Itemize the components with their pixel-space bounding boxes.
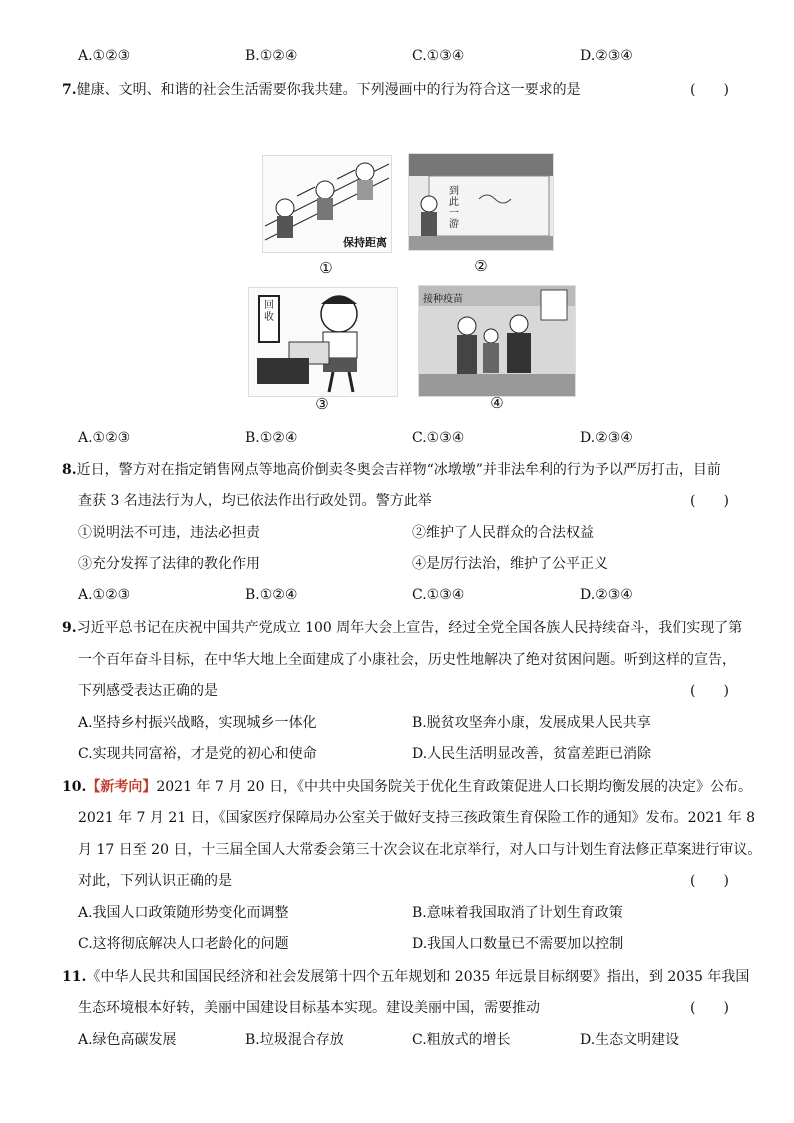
- q10-stem-line-1: [62, 777, 752, 797]
- q11-option-b[interactable]: B.垃圾混合存放: [245, 1032, 344, 1048]
- q7-image-3: [248, 287, 398, 397]
- q8-option-c[interactable]: C.①③④: [412, 587, 465, 603]
- q10-answer-blank[interactable]: ( ): [690, 873, 729, 889]
- q9-option-a[interactable]: A.坚持乡村振兴战略，实现城乡一体化: [78, 715, 317, 731]
- q8-answer-blank[interactable]: ( ): [690, 493, 729, 509]
- q9-option-b[interactable]: B.脱贫攻坚奔小康，发展成果人民共享: [412, 715, 651, 731]
- q6-option-d[interactable]: D.②③④: [580, 48, 633, 64]
- q10-option-b[interactable]: B.意味着我国取消了计划生育政策: [412, 905, 623, 921]
- q11-text-1: 《中华人民共和国国民经济和社会发展第十四个五年规划和 2035 年远景目标纲要》指出，到 2035 年我国: [86, 969, 750, 985]
- q7-image-4: [418, 285, 576, 397]
- q6-option-a[interactable]: A.①②③: [78, 48, 131, 64]
- q10-options-row-2: [78, 934, 748, 954]
- q9-stem-line-2: 一个百年奋斗目标，在中华大地上全面建成了小康社会，历史性地解决了绝对贫困问题。听到这样的宣告，: [78, 652, 736, 668]
- q9-answer-blank[interactable]: ( ): [690, 683, 729, 699]
- q11-stem-line-1: [62, 967, 749, 987]
- q11-stem-line-2: 生态环境根本好转，美丽中国建设目标基本实现。建设美丽中国，需要推动: [78, 1000, 540, 1016]
- q7-text: 健康、文明、和谐的社会生活需要你我共建。下列漫画中的行为符合这一要求的是: [76, 82, 581, 98]
- q11-option-c[interactable]: C.粗放式的增长: [412, 1032, 511, 1048]
- q8-options: [78, 585, 748, 605]
- q10-option-c[interactable]: C.这将彻底解决人口老龄化的问题: [78, 936, 289, 952]
- q9-options-row-1: [78, 713, 748, 733]
- q11-option-d[interactable]: D.生态文明建设: [580, 1032, 680, 1048]
- q10-text-1: 2021 年 7 月 20 日，《中共中央国务院关于优化生育政策促进人口长期均衡发展的决定》公布。: [156, 779, 752, 795]
- q7-caption-3: ③: [315, 395, 329, 413]
- q7-option-d[interactable]: D.②③④: [580, 430, 633, 446]
- q6-option-b[interactable]: B.①②④: [245, 48, 298, 64]
- q8-option-b[interactable]: B.①②④: [245, 587, 298, 603]
- q7-option-b[interactable]: B.①②④: [245, 430, 298, 446]
- graffiti-cartoon-icon: [409, 154, 553, 250]
- q9-stem-line-3: 下列感受表达正确的是: [78, 683, 218, 699]
- q10-option-d[interactable]: D.我国人口数量已不需要加以控制: [412, 936, 624, 952]
- q7-caption-1: ①: [319, 259, 333, 277]
- q8-stem-line-2: 查获 3 名违法行为人，均已依法作出行政处罚。警方此举: [78, 493, 432, 509]
- q8-option-d[interactable]: D.②③④: [580, 587, 633, 603]
- q6-options: [78, 46, 748, 66]
- q7-caption-4: ④: [490, 394, 504, 412]
- q7-image-3-text: 回收: [264, 300, 274, 323]
- q8-option-a[interactable]: A.①②③: [78, 587, 131, 603]
- q7-option-c[interactable]: C.①③④: [412, 430, 465, 446]
- q7-image-2-text: 到此一游: [449, 186, 459, 230]
- q7-option-a[interactable]: A.①②③: [78, 430, 131, 446]
- q6-option-c[interactable]: C.①③④: [412, 48, 465, 64]
- q10-options-row-1: [78, 903, 748, 923]
- q8-statements-row-2: [78, 554, 748, 574]
- q7-options: [78, 428, 748, 448]
- q9-option-d[interactable]: D.人民生活明显改善，贫富差距已消除: [412, 746, 652, 762]
- q8-statement-3: ③充分发挥了法律的教化作用: [78, 556, 260, 572]
- q7-number: 7.: [62, 82, 77, 98]
- q10-stem-line-4: 对此，下列认识正确的是: [78, 873, 232, 889]
- q9-option-c[interactable]: C.实现共同富裕，才是党的初心和使命: [78, 746, 317, 762]
- q8-stem-line-1: [62, 460, 721, 480]
- q10-option-a[interactable]: A.我国人口政策随形势变化而调整: [78, 905, 289, 921]
- q7-image-4-text: 接种疫苗: [423, 294, 463, 305]
- q7-caption-2: ②: [474, 257, 488, 275]
- q9-options-row-2: [78, 744, 748, 764]
- q10-stem-line-3: 月 17 日至 20 日，十三届全国人大常委会第三十次会议在北京举行，对人口与计划生育法修正草案进行审议。: [78, 842, 762, 858]
- q8-statement-4: ④是厉行法治，维护了公平正义: [412, 556, 608, 572]
- q8-statement-1: ①说明法不可违，违法必担责: [78, 525, 260, 541]
- q9-text-1: 习近平总书记在庆祝中国共产党成立 100 周年大会上宣告，经过全党全国各族人民持续奋斗，我们实现了第: [76, 620, 743, 636]
- q9-stem-line-1: [62, 618, 742, 638]
- q8-number: 8.: [62, 462, 77, 478]
- q10-stem-line-2: 2021 年 7 月 21 日，《国家医疗保障局办公室关于做好支持三孩政策生育保险工作的通知》发布。2021 年 8: [78, 810, 756, 826]
- q10-tag: 【新考向】: [86, 779, 157, 795]
- q7-stem: [62, 80, 581, 100]
- q7-answer-blank[interactable]: ( ): [690, 82, 729, 98]
- q11-answer-blank[interactable]: ( ): [690, 1000, 729, 1016]
- q8-statements-row-1: [78, 523, 748, 543]
- q11-option-a[interactable]: A.绿色高碳发展: [78, 1032, 177, 1048]
- q10-number: 10.: [62, 779, 87, 795]
- q9-number: 9.: [62, 620, 77, 636]
- q7-image-2: [408, 153, 554, 251]
- q7-image-1-text: 保持距离: [343, 236, 387, 249]
- q8-text-1: 近日，警方对在指定销售网点等地高价倒卖冬奥会吉祥物“冰墩墩”并非法牟利的行为予以严厉打击，目前: [76, 462, 721, 478]
- q11-options: [78, 1030, 748, 1050]
- q11-number: 11.: [62, 969, 87, 985]
- q7-image-1: [262, 155, 392, 253]
- q8-statement-2: ②维护了人民群众的合法权益: [412, 525, 594, 541]
